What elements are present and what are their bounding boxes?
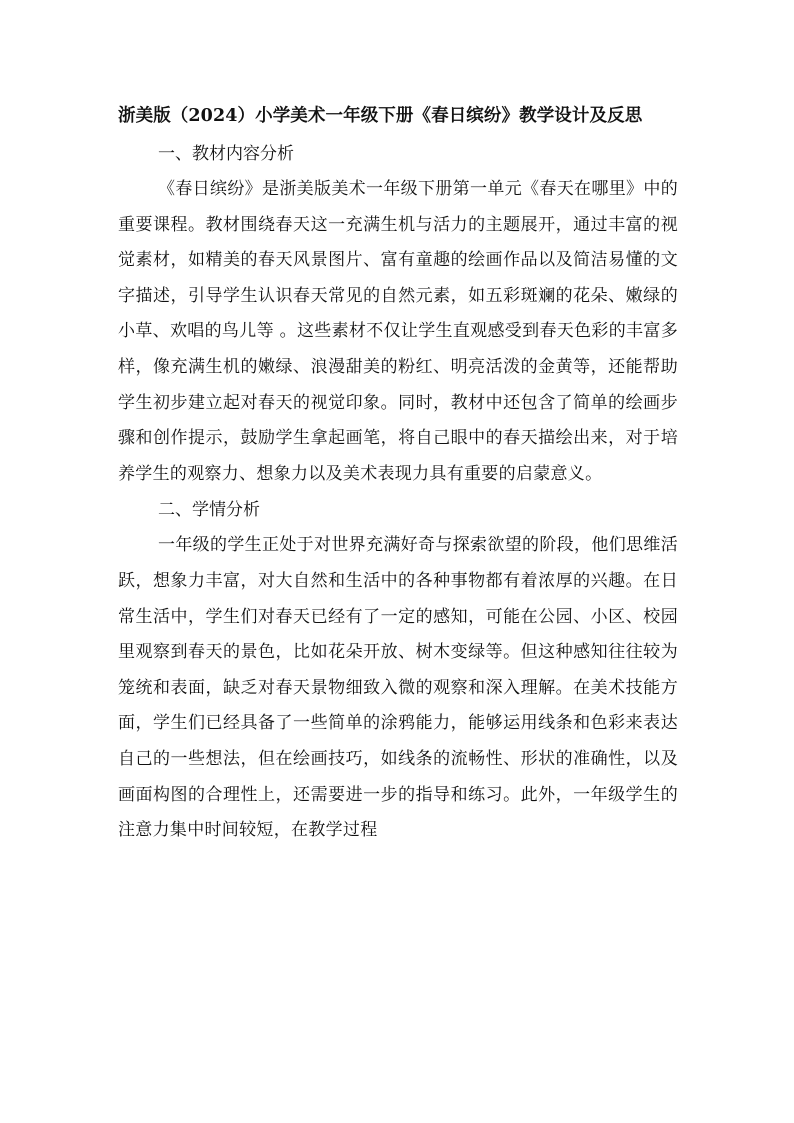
section-paragraph-materials: 《春日缤纷》是浙美版美术一年级下册第一单元《春天在哪里》中的重要课程。教材围绕春天这一充满生机与活力的主题展开，通过丰富的视觉素材，如精美的春天风景图片、富有童趣的绘画作品以及简洁易懂的文字描述，引导学生认识春天常见的自然元素，如五彩斑斓的花朵、嫩绿的小草、欢唱的鸟儿等 。这些素材不仅让学生直观感受到春天色彩的丰富多样，像充满生机的嫩绿、浪漫甜美的粉红、明亮活泼的金黄等，还能帮助学生初步建立起对春天的视觉印象。同时，教材中还包含了简单的绘画步骤和创作提示，鼓励学生拿起画笔，将自己眼中的春天描绘出来，对于培养学生的观察力、想象力以及美术表现力具有重要的启蒙意义。 [118,179,678,484]
section-heading-students: 二、学情分析 [158,500,260,521]
document-page [118,98,678,849]
section-paragraph-students: 一年级的学生正处于对世界充满好奇与探索欲望的阶段，他们思维活跃，想象力丰富，对大自然和生活中的各种事物都有着浓厚的兴趣。在日常生活中，学生们对春天已经有了一定的感知，可能在公园、小区、校园里观察到春天的景色，比如花朵开放、树木变绿等。但这种感知往往较为笼统和表面，缺乏对春天景物细致入微的观察和深入理解。在美术技能方面，学生们已经具备了一些简单的涂鸦能力，能够运用线条和色彩来表达自己的一些想法，但在绘画技巧，如线条的流畅性、形状的准确性，以及画面构图的合理性上，还需要进一步的指导和练习。此外，一年级学生的注意力集中时间较短，在教学过程 [118,535,678,841]
document-title: 浙美版（2024）小学美术一年级下册《春日缤纷》教学设计及反思 [118,106,643,126]
section-heading-materials: 一、教材内容分析 [158,144,294,164]
